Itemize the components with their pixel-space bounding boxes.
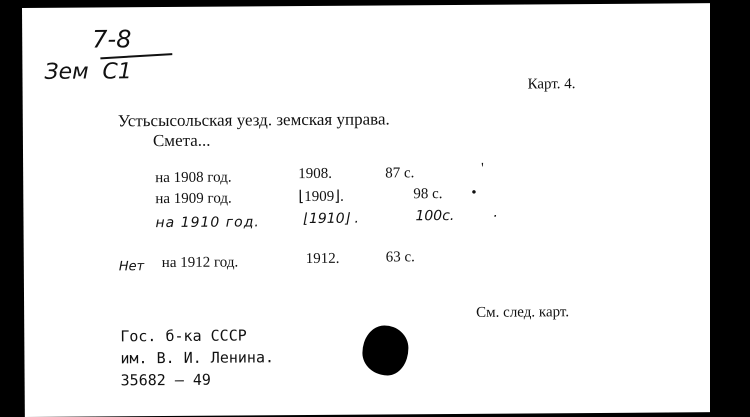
bracket-open: ⌊ [298, 189, 305, 206]
entry-label: на 1912 год. [161, 254, 239, 272]
entry-year-bracket [303, 211, 359, 227]
entry-count: 63 с. [385, 249, 415, 266]
bracket-close: ⌋ . [344, 210, 360, 227]
card-subtitle: Смета... [152, 130, 211, 151]
catalog-card [22, 3, 715, 417]
entry-prefix: Нет [118, 259, 145, 275]
handwritten-shelf-number: 7-8 [92, 25, 132, 54]
handwritten-subsection: С1 [102, 59, 132, 85]
card-number: Карт. 4. [527, 76, 576, 93]
library-inventory-number: 35682 — 49 [120, 370, 211, 390]
bracket-open: ⌊ [303, 211, 310, 228]
scan-border-right [710, 0, 750, 417]
bracket-close: ⌋. [334, 188, 344, 205]
entry-mark: • [471, 184, 477, 201]
entry-count: 100с. [415, 207, 455, 225]
entry-year-bracket [298, 187, 344, 206]
entry-label: на 1909 год. [155, 190, 232, 208]
library-name: Гос. б-ка СССР [120, 326, 247, 346]
handwritten-section: Зем [44, 59, 89, 85]
ink-blot [362, 325, 408, 375]
entry-year: 1910 [308, 210, 345, 228]
entry-mark: ' [481, 160, 484, 177]
entry-count: 98 с. [413, 186, 443, 203]
entry-label: на 1908 год. [155, 169, 232, 187]
entry-year: 1912. [305, 250, 340, 268]
entry-mark: . [493, 204, 498, 221]
entry-count: 87 с. [385, 165, 415, 182]
entry-label: на 1910 год. [155, 214, 260, 232]
card-title: Устьсысольская уезд. земская управа. [117, 109, 390, 131]
entry-year: 1909 [304, 188, 335, 206]
library-dedication: им. В. И. Ленина. [120, 348, 275, 368]
entry-year: 1908. [298, 165, 332, 183]
see-next-card: См. след. карт. [476, 304, 570, 321]
